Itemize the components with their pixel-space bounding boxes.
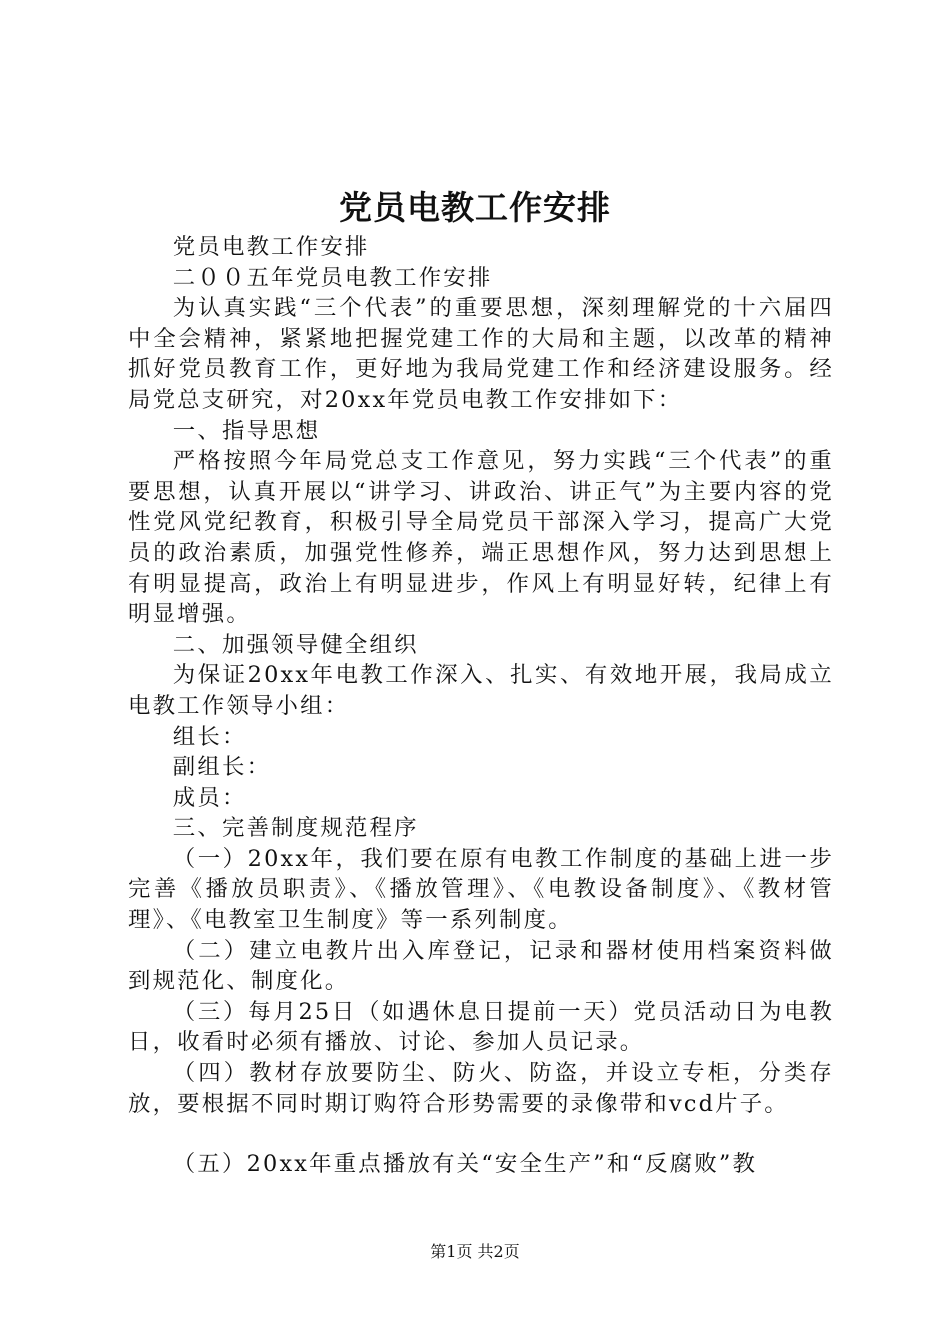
paragraph: （五）20xx年重点播放有关“安全生产”和“反腐败”教 (172, 1151, 758, 1178)
paragraph: 党员电教工作安排 (172, 234, 370, 260)
paragraph: 为认真实践“三个代表”的重要思想，深刻理解党的十六届四中全会精神，紧紧地把握党建工作的大局和主题，以改革的精神抓好党员教育工作，更好地为我局党建工作和经济建设服务。经局党总支研究，对20xx年党员电教工作安排如下： (128, 295, 834, 413)
section-heading: 二、加强领导健全组织 (172, 631, 419, 658)
document-body (128, 232, 834, 1180)
paragraph: 组长： (172, 723, 247, 750)
paragraph: 严格按照今年局党总支工作意见，努力实践“三个代表”的重要思想，认真开展以“讲学习、讲政治、讲正气”为主要内容的党性党风党纪教育，积极引导全局党员干部深入学习，提高广大党员的政治素质，加强党性修养，端正思想作风，努力达到思想上有明显提高，政治上有明显进步，作风上有明显好转，纪律上有明显增强。 (128, 448, 834, 628)
paragraph: （四）教材存放要防尘、防火、防盗，并设立专柜，分类存放，要根据不同时期订购符合形势需要的录像带和vcd片子。 (128, 1060, 834, 1117)
document-title: 党员电教工作安排 (339, 188, 611, 227)
paragraph: （一）20xx年，我们要在原有电教工作制度的基础上进一步完善《播放员职责》、《播放管理》、《电教设备制度》、《教材管理》、《电教室卫生制度》等一系列制度。 (128, 845, 834, 934)
paragraph: 副组长： (172, 754, 272, 781)
page-footer: 第1页 共2页 (430, 1242, 520, 1261)
paragraph: （三）每月25日（如遇休息日提前一天）党员活动日为电教日，收看时必须有播放、讨论、参加人员记录。 (128, 998, 834, 1056)
section-heading: 一、指导思想 (172, 417, 321, 444)
paragraph: （二）建立电教片出入库登记，记录和器材使用档案资料做到规范化、制度化。 (128, 937, 834, 995)
paragraph: 为保证20xx年电教工作深入、扎实、有效地开展，我局成立电教工作领导小组： (128, 662, 834, 719)
section-heading: 三、完善制度规范程序 (172, 815, 419, 842)
paragraph: 二００五年党员电教工作安排 (172, 264, 493, 291)
paragraph: 成员： (172, 784, 247, 811)
